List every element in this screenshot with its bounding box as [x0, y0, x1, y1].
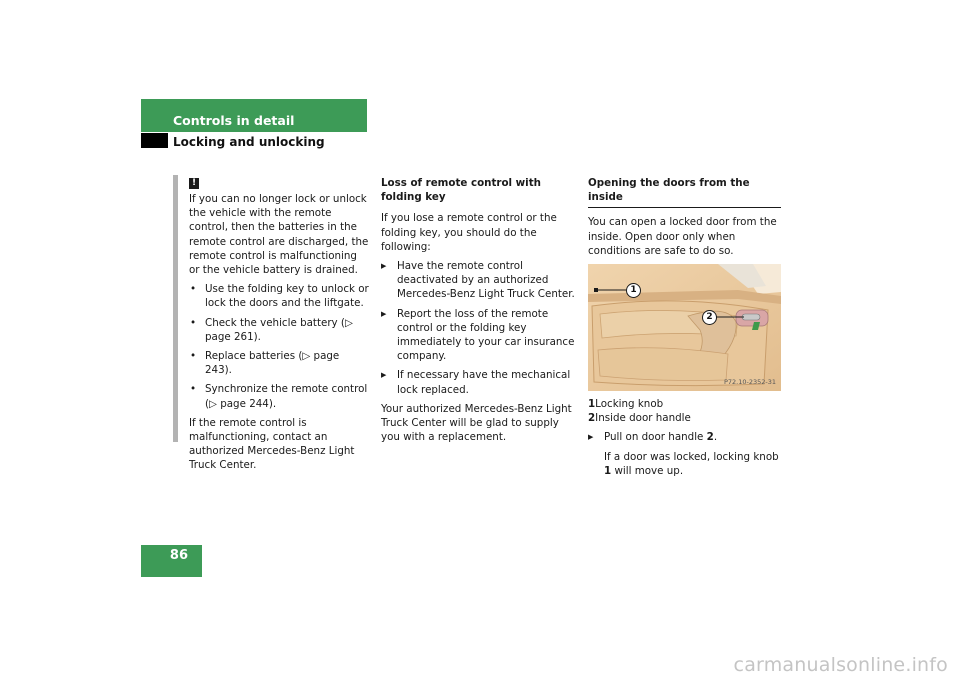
page-number: 86 [169, 548, 188, 563]
warning-note [173, 175, 369, 472]
opening-steps [588, 430, 781, 444]
section-title: Controls in detail [173, 113, 295, 128]
list-item: • Replace batteries (▷ page 243). [189, 349, 369, 377]
list-item: ▶ Have the remote control deactivated by an authorized Mercedes-Benz Light Truck Center. [381, 259, 577, 302]
loss-heading: Loss of remote control with folding key [381, 177, 541, 204]
opening-result: If a door was locked, locking knob 1 will move up. [604, 450, 779, 477]
list-item: • Use the folding key to unlock or lock the doors and the liftgate. [189, 282, 369, 310]
subsection-title: Locking and unlocking [173, 135, 325, 149]
opening-intro: You can open a locked door from the inside. Open door only when conditions are safe to do so. [588, 216, 777, 257]
warning-icon: ! [189, 178, 199, 189]
opening-heading: Opening the doors from the inside [588, 176, 781, 208]
door-interior-figure [588, 264, 781, 391]
figure-legend [588, 397, 781, 425]
callout-door-handle: 2 [702, 310, 717, 325]
legend-item: 2Inside door handle [588, 412, 691, 425]
list-item: ▶ Report the loss of the remote control or the folding key immediately to your car insurance company. [381, 307, 577, 364]
note-bullet-list [189, 282, 369, 411]
loss-intro: If you lose a remote control or the folding key, you should do the following: [381, 212, 557, 253]
list-item: ▶ If necessary have the mechanical lock replaced. [381, 368, 577, 396]
legend-item: 1Locking knob [588, 398, 664, 411]
opening-section [588, 176, 781, 483]
door-illustration [588, 264, 781, 391]
figure-code: P72.10-2352-31 [723, 377, 776, 386]
subsection-marker [141, 133, 168, 148]
callout-locking-knob: 1 [626, 283, 641, 298]
watermark: carmanualsonline.info [733, 654, 948, 676]
note-outro: If the remote control is malfunctioning, contact an authorized Mercedes-Benz Light Truck Center. [189, 416, 355, 472]
loss-outro: Your authorized Mercedes-Benz Light Truck Center will be glad to supply you with a replacement. [381, 402, 572, 444]
loss-steps [381, 259, 577, 397]
loss-section [381, 176, 577, 449]
list-item: • Synchronize the remote control (▷ page 244). [189, 382, 369, 410]
note-intro: If you can no longer lock or unlock the vehicle with the remote control, then the batteries in the remote control are discharged, the remote control is malfunctioning or the vehicle battery is drained. [189, 193, 369, 277]
list-item: • Check the vehicle battery (▷ page 261). [189, 316, 369, 344]
list-item: ▶ Pull on door handle 2. [588, 430, 781, 444]
